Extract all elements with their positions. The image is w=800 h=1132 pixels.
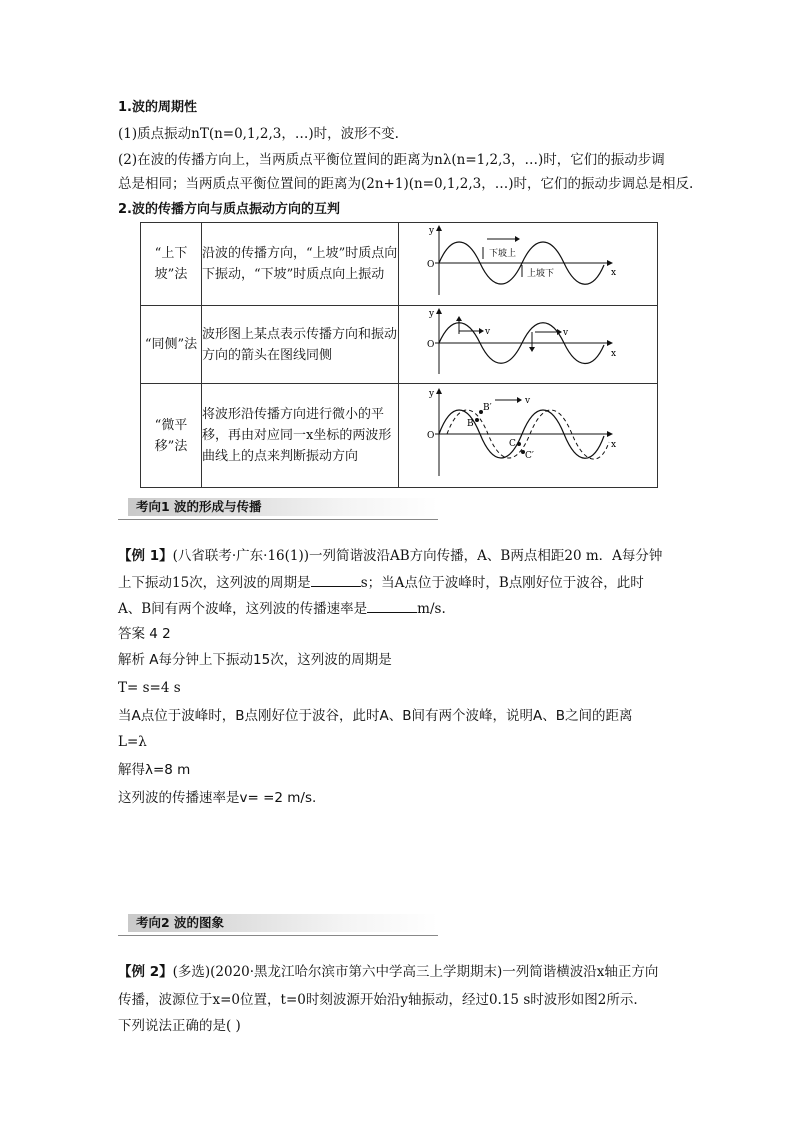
x-axis-label: x bbox=[611, 268, 617, 278]
example-1-text-3b: m/s. bbox=[417, 601, 446, 617]
slope-label-1: 下坡上 bbox=[489, 249, 517, 259]
section-header-title: 考向2 波的图象 bbox=[136, 915, 225, 930]
velocity-label-1: v bbox=[485, 327, 491, 337]
method-description: 波形图上某点表示传播方向和振动方向的箭头在图线同侧 bbox=[202, 306, 399, 384]
example-1-line-3 bbox=[118, 598, 446, 619]
paragraph-2a: (2)在波的传播方向上，当两质点平衡位置间的距离为nλ(n=1,2,3，…)时，它们的振动步调 bbox=[118, 152, 665, 168]
slope-method-diagram bbox=[399, 223, 645, 298]
origin-label: O bbox=[427, 260, 435, 270]
y-axis-label: y bbox=[429, 389, 435, 399]
point-c-label: C bbox=[509, 439, 516, 449]
section-divider bbox=[118, 935, 438, 936]
example-1-text-2a: 上下振动15次，这列波的周期是 bbox=[118, 575, 311, 591]
example-1-solution-2: T= s=4 s bbox=[118, 680, 181, 696]
paragraph-2b: 总是相同；当两质点平衡位置间的距离为(2n+1)(n=0,1,2,3，…)时，它们的振动步调总是相反. bbox=[118, 176, 694, 192]
method-name: “微平移”法 bbox=[141, 384, 202, 488]
section-header-1 bbox=[118, 490, 438, 520]
example-1-line-1 bbox=[118, 546, 662, 566]
example-2-line-3: 下列说法正确的是( ) bbox=[118, 1018, 241, 1034]
section-divider bbox=[118, 519, 438, 520]
heading-wave-periodicity: 1.波的周期性 bbox=[118, 100, 197, 115]
point-b-prime-label: B′ bbox=[483, 403, 492, 413]
example-1-solution-5: 解得λ=8 m bbox=[118, 762, 191, 778]
section-header-2 bbox=[118, 906, 438, 936]
y-axis-label: y bbox=[429, 226, 435, 236]
answer-blank-2[interactable] bbox=[367, 598, 417, 613]
y-axis-label: y bbox=[429, 309, 435, 319]
example-1-solution-3: 当A点位于波峰时，B点刚好位于波谷，此时A、B间有两个波峰，说明A、B之间的距离 bbox=[118, 708, 633, 724]
example-1-label: 【例 1】 bbox=[118, 548, 173, 564]
methods-table bbox=[140, 222, 658, 488]
example-2-line-1 bbox=[118, 962, 658, 982]
point-c-prime-label: C′ bbox=[525, 451, 534, 461]
table-row bbox=[141, 384, 658, 488]
example-1-solution-1: 解析 A每分钟上下振动15次，这列波的周期是 bbox=[118, 652, 392, 668]
answer-blank-1[interactable] bbox=[311, 572, 361, 587]
example-2-text-1: (多选)(2020·黑龙江哈尔滨市第六中学高三上学期期末)一列简谐横波沿x轴正方向 bbox=[172, 964, 659, 980]
method-name: “上下坡”法 bbox=[141, 223, 202, 306]
method-description: 将波形沿传播方向进行微小的平移，再由对应同一x坐标的两波形曲线上的点来判断振动方向 bbox=[202, 384, 399, 488]
example-1-answer: 答案 4 2 bbox=[118, 626, 171, 642]
same-side-method-diagram bbox=[399, 306, 645, 376]
table-row bbox=[141, 306, 658, 384]
method-figure bbox=[399, 223, 658, 306]
x-axis-label: x bbox=[611, 349, 617, 359]
method-figure bbox=[399, 384, 658, 488]
table-row bbox=[141, 223, 658, 306]
velocity-label: v bbox=[525, 396, 531, 406]
origin-label: O bbox=[427, 431, 435, 441]
point-b-label: B bbox=[467, 419, 474, 429]
paragraph-1: (1)质点振动nT(n=0,1,2,3，…)时，波形不变. bbox=[118, 126, 399, 142]
velocity-label-2: v bbox=[563, 328, 569, 338]
example-1-solution-6: 这列波的传播速率是v= =2 m/s. bbox=[118, 790, 317, 806]
x-axis-label: x bbox=[611, 440, 617, 450]
origin-label: O bbox=[427, 340, 435, 350]
example-1-text-3a: A、B间有两个波峰，这列波的传播速率是 bbox=[118, 601, 368, 617]
small-shift-method-diagram bbox=[399, 384, 645, 480]
slope-label-2: 上坡下 bbox=[527, 269, 555, 279]
example-1-text-2b: s；当A点位于波峰时，B点刚好位于波谷，此时 bbox=[360, 575, 644, 591]
method-description: 沿波的传播方向，“上坡”时质点向下振动，“下坡”时质点向上振动 bbox=[202, 223, 399, 306]
example-1-text-1: (八省联考·广东·16(1))一列简谐波沿AB方向传播，A、B两点相距20 m．A每分钟 bbox=[172, 548, 663, 564]
example-2-line-2: 传播，波源位于x=0位置，t=0时刻波源开始沿y轴振动，经过0.15 s时波形如图2所示. bbox=[118, 992, 638, 1008]
example-1-line-2 bbox=[118, 572, 644, 593]
method-figure bbox=[399, 306, 658, 384]
method-name: “同侧”法 bbox=[141, 306, 202, 384]
section-header-title: 考向1 波的形成与传播 bbox=[136, 499, 262, 514]
example-2-label: 【例 2】 bbox=[118, 964, 173, 980]
example-1-solution-4: L=λ bbox=[118, 734, 147, 750]
heading-direction-judgement: 2.波的传播方向与质点振动方向的互判 bbox=[118, 202, 340, 217]
